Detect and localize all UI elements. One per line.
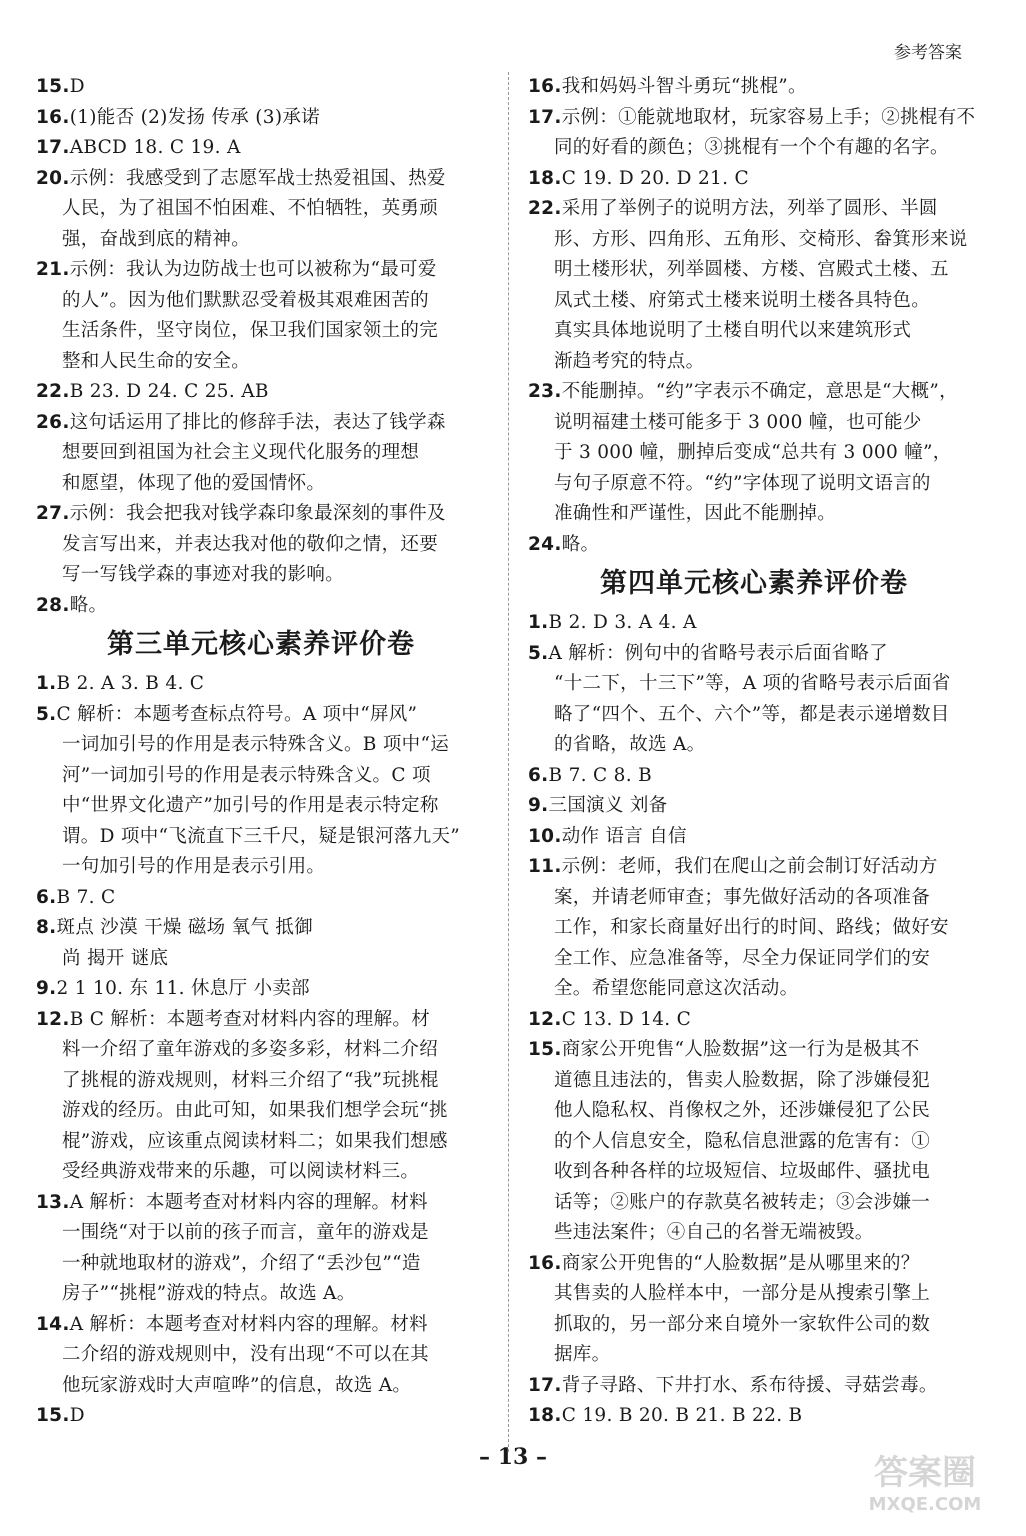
answer-line — [36, 974, 486, 1005]
answer-line — [528, 286, 980, 317]
answer-text: 据库。 — [554, 1344, 611, 1365]
answer-line — [36, 1340, 486, 1371]
left-block-1 — [36, 72, 486, 621]
answer-line — [36, 822, 486, 853]
answer-line — [36, 133, 486, 164]
answer-line — [528, 1127, 980, 1158]
answer-line — [36, 1096, 486, 1127]
answer-number: 9. — [36, 978, 57, 999]
answer-number: 28. — [36, 594, 70, 616]
answer-line — [36, 164, 486, 195]
answer-text: 和愿望，体现了他的爱国情怀。 — [62, 472, 326, 494]
answer-line — [36, 883, 486, 914]
answer-number: 22. — [36, 381, 70, 402]
answer-number: 12. — [36, 1008, 70, 1030]
header-title: 参考答案 — [894, 43, 962, 63]
answer-line — [36, 1005, 486, 1036]
answer-text: C 19. D 20. D 21. C — [561, 167, 749, 189]
answer-line — [528, 408, 980, 439]
answer-line — [528, 1401, 980, 1432]
answer-text: B 7. C — [56, 886, 116, 908]
answer-line — [528, 225, 980, 256]
answer-number: 6. — [528, 764, 549, 786]
answer-line — [528, 1249, 980, 1280]
answer-item — [36, 669, 486, 700]
answer-line — [528, 438, 980, 469]
answer-item — [528, 72, 980, 103]
answer-line — [528, 791, 980, 822]
answer-line — [36, 316, 486, 347]
answer-line — [36, 913, 486, 944]
answer-line — [36, 469, 486, 500]
answer-item — [36, 591, 486, 622]
answer-item — [36, 72, 486, 103]
answer-line — [528, 974, 980, 1005]
answer-text: 中“世界文化遗产”加引号的作用是表示特定称 — [62, 795, 439, 816]
answer-line — [528, 822, 980, 853]
answer-number: 1. — [528, 612, 549, 633]
answer-line — [528, 194, 980, 225]
answer-item — [36, 377, 486, 408]
answer-line — [528, 103, 980, 134]
unit4-heading: 第四单元核心素养评价卷 — [600, 568, 908, 599]
answer-line — [36, 1157, 486, 1188]
answer-text: B C 解析：本题考查对材料内容的理解。材 — [69, 1008, 431, 1030]
answer-text: B 7. C 8. B — [548, 764, 652, 786]
left-block-2 — [36, 669, 486, 1432]
answer-line — [36, 1218, 486, 1249]
answer-line — [36, 560, 486, 591]
watermark-logo — [850, 1444, 1000, 1518]
answer-text: 一词加引号的作用是表示特殊含义。B 项中“运 — [62, 734, 450, 755]
answer-text: 想要回到祖国为社会主义现代化服务的理想 — [62, 442, 420, 463]
answer-line — [528, 730, 980, 761]
answer-number: 23. — [528, 381, 562, 402]
answer-line — [36, 700, 486, 731]
answer-number: 16. — [36, 106, 70, 128]
answer-number: 13. — [36, 1191, 70, 1213]
answer-line — [528, 1005, 980, 1036]
answer-text: 收到各种各样的垃圾短信、垃圾邮件、骚扰电 — [554, 1161, 931, 1182]
answer-line — [528, 133, 980, 164]
answer-line — [36, 530, 486, 561]
answer-text: 二介绍的游戏规则中，没有出现“不可以在其 — [62, 1344, 429, 1365]
answer-text: 明土楼形状，列举圆楼、方楼、宫殿式土楼、五 — [554, 259, 949, 280]
answer-number: 27. — [36, 503, 70, 524]
answer-text: A 解析：本题考查对材料内容的理解。材料 — [69, 1313, 428, 1335]
answer-line — [36, 438, 486, 469]
answer-line — [36, 669, 486, 700]
answer-text: 动作 语言 自信 — [561, 825, 687, 847]
answer-number: 18. — [528, 167, 562, 189]
answer-line — [36, 286, 486, 317]
answer-line — [36, 1127, 486, 1158]
answer-line — [36, 1310, 486, 1341]
answer-line — [528, 761, 980, 792]
answer-line — [528, 1310, 980, 1341]
answer-text: 于 3 000 幢，删掉后变成“总共有 3 000 幢”， — [554, 442, 952, 463]
answer-item — [528, 530, 980, 561]
answer-number: 16. — [528, 1252, 562, 1274]
answer-text: 的个人信息安全，隐私信息泄露的危害有：① — [554, 1130, 931, 1152]
answer-text: 同的好看的颜色；③挑棍有一个个有趣的名字。 — [554, 137, 949, 158]
answer-text: 一句加引号的作用是表示引用。 — [62, 856, 326, 877]
answer-text: 料一介绍了童年游戏的多姿多彩，材料二介绍 — [62, 1039, 439, 1060]
answer-text: 商家公开兜售“人脸数据”这一行为是极其不 — [561, 1039, 920, 1060]
answer-text: 三国演义 刘备 — [548, 795, 668, 816]
answer-line — [528, 347, 980, 378]
watermark-text: 答案圈 — [874, 1453, 976, 1493]
answer-text: 河”一词加引号的作用是表示特殊含义。C 项 — [62, 764, 431, 786]
answer-item — [36, 883, 486, 914]
answer-line — [528, 700, 980, 731]
answer-line — [528, 1340, 980, 1371]
answer-item — [528, 377, 980, 530]
answer-number: 9. — [528, 795, 549, 816]
answer-line — [528, 1218, 980, 1249]
column-divider — [508, 72, 509, 1452]
answer-text: C 解析：本题考查标点符号。A 项中“屏风” — [56, 703, 418, 725]
answer-item — [528, 791, 980, 822]
answer-item — [36, 164, 486, 256]
right-column — [528, 72, 980, 1432]
answer-item — [36, 499, 486, 591]
answer-number: 18. — [528, 1405, 562, 1426]
answer-item — [528, 194, 980, 377]
answer-line — [528, 1279, 980, 1310]
answer-item — [36, 408, 486, 500]
answer-line — [528, 944, 980, 975]
answer-line — [528, 1096, 980, 1127]
answer-text: B 2. A 3. B 4. C — [56, 673, 205, 694]
answer-line — [36, 1249, 486, 1280]
page-number: – 13 – — [479, 1444, 547, 1470]
answer-text: A 解析：本题考查对材料内容的理解。材料 — [69, 1191, 428, 1213]
answer-line — [528, 1035, 980, 1066]
answer-line — [528, 530, 980, 561]
answer-number: 16. — [528, 76, 562, 97]
answer-text: 他人隐私权、肖像权之外，还涉嫌侵犯了公民 — [554, 1100, 931, 1121]
answer-number: 10. — [528, 825, 562, 847]
answer-item — [36, 1005, 486, 1188]
answer-item — [528, 608, 980, 639]
answer-text: 略了“四个、五个、六个”等，都是表示递增数目 — [554, 703, 950, 725]
answer-text: C 19. B 20. B 21. B 22. B — [561, 1405, 803, 1426]
answer-item — [528, 822, 980, 853]
answer-text: 斑点 沙漠 干燥 磁场 氧气 抵御 — [56, 917, 314, 938]
answer-text: 人民，为了祖国不怕困难、不怕牺牲，英勇顽 — [62, 198, 439, 219]
answer-item — [36, 974, 486, 1005]
answer-text: ABCD 18. C 19. A — [69, 137, 241, 158]
answer-item — [36, 1401, 486, 1432]
answer-text: 尚 揭开 谜底 — [62, 947, 169, 969]
answer-item — [36, 255, 486, 377]
answer-line — [36, 791, 486, 822]
answer-line — [528, 883, 980, 914]
answer-text: 准确性和严谨性，因此不能删掉。 — [554, 503, 837, 524]
answer-item — [36, 133, 486, 164]
answer-text: A 解析：例句中的省略号表示后面省略了 — [548, 642, 888, 664]
answer-text: 写一写钱学森的事迹对我的影响。 — [62, 564, 345, 585]
answer-text: 话等；②账户的存款莫名被转走；③会涉嫌一 — [554, 1191, 931, 1213]
answer-line — [528, 1188, 980, 1219]
answer-text: 不能删掉。“约”字表示不确定，意思是“大概”， — [561, 381, 958, 402]
answer-number: 12. — [528, 1008, 562, 1030]
answer-line — [528, 499, 980, 530]
answer-text: 这句话运用了排比的修辞手法，表达了钱学森 — [69, 411, 446, 433]
answer-text: 采用了举例子的说明方法，列举了圆形、半圆 — [561, 198, 938, 219]
answer-text: C 13. D 14. C — [561, 1008, 692, 1030]
answer-text: 略。 — [561, 533, 600, 555]
answer-number: 15. — [36, 1405, 70, 1426]
answer-line — [36, 761, 486, 792]
answer-text: 谓。D 项中“飞流直下三千尺，疑是银河落九天” — [62, 825, 461, 847]
answer-number: 5. — [528, 642, 549, 664]
right-block-1 — [528, 72, 980, 560]
answer-line — [528, 852, 980, 883]
answer-line — [528, 1066, 980, 1097]
answer-text: D — [69, 76, 85, 97]
answer-text: 示例：①能就地取材，玩家容易上手；②挑棍有不 — [561, 106, 976, 128]
answer-line — [36, 499, 486, 530]
answer-text: 说明福建土楼可能多于 3 000 幢，也可能少 — [554, 411, 922, 433]
answer-line — [36, 1066, 486, 1097]
watermark-url: MXQE.COM — [868, 1494, 982, 1515]
answer-line — [36, 225, 486, 256]
answer-text: 渐趋考究的特点。 — [554, 350, 705, 372]
answer-text: 2 1 10. 东 11. 休息厅 小卖部 — [56, 978, 310, 999]
answer-line — [528, 608, 980, 639]
answer-line — [36, 1188, 486, 1219]
answer-number: 17. — [36, 137, 70, 158]
answer-text: B 23. D 24. C 25. AB — [69, 381, 269, 402]
answer-number: 17. — [528, 1374, 562, 1396]
answer-item — [36, 1188, 486, 1310]
answer-text: 其售卖的人脸样本中，一部分是从搜索引擎上 — [554, 1283, 931, 1304]
answer-text: 游戏的经历。由此可知，如果我们想学会玩“挑 — [62, 1100, 448, 1121]
answer-item — [36, 103, 486, 134]
answer-line — [528, 1371, 980, 1402]
answer-number: 24. — [528, 533, 562, 555]
answer-item — [528, 164, 980, 195]
answer-text: 凤式土楼、府第式土楼来说明土楼各具特色。 — [554, 289, 931, 311]
answer-line — [36, 1401, 486, 1432]
answer-text: 示例：我认为边防战士也可以被称为“最可爱 — [69, 259, 437, 280]
answer-text: 真实具体地说明了土楼自明代以来建筑形式 — [554, 320, 912, 341]
answer-text: D — [69, 1405, 85, 1426]
answer-line — [36, 1371, 486, 1402]
answer-text: 一种就地取材的游戏”，介绍了“丢沙包”“造 — [62, 1252, 421, 1274]
answer-text: 了挑棍的游戏规则，材料三介绍了“我”玩挑棍 — [62, 1069, 439, 1091]
answer-text: 商家公开兜售的“人脸数据”是从哪里来的？ — [561, 1252, 920, 1274]
answer-text: (1)能否 (2)发扬 传承 (3)承诺 — [69, 106, 320, 128]
answer-line — [528, 669, 980, 700]
answer-line — [36, 347, 486, 378]
answer-line — [36, 1279, 486, 1310]
answer-text: 道德且违法的，售卖人脸数据，除了涉嫌侵犯 — [554, 1069, 931, 1091]
answer-item — [36, 1310, 486, 1402]
answer-line — [36, 72, 486, 103]
answer-number: 5. — [36, 703, 57, 725]
answer-line — [528, 1157, 980, 1188]
answer-number: 22. — [528, 198, 562, 219]
answer-item — [36, 700, 486, 883]
answer-line — [528, 639, 980, 670]
answer-text: 些违法案件；④自己的名誉无端被毁。 — [554, 1222, 874, 1243]
answer-line — [36, 591, 486, 622]
answer-line — [528, 316, 980, 347]
answer-text: B 2. D 3. A 4. A — [548, 612, 697, 633]
answer-text: 的省略，故选 A。 — [554, 734, 706, 755]
answer-text: 我和妈妈斗智斗勇玩“挑棍”。 — [561, 76, 807, 97]
answer-number: 8. — [36, 917, 57, 938]
answer-number: 15. — [36, 76, 70, 97]
answer-line — [36, 377, 486, 408]
answer-item — [528, 103, 980, 164]
answer-number: 26. — [36, 411, 70, 433]
left-column — [36, 72, 486, 1432]
answer-item — [528, 1249, 980, 1371]
answer-text: 背子寻路、下井打水、系布待援、寻菇尝毒。 — [561, 1374, 938, 1396]
answer-line — [528, 164, 980, 195]
answer-line — [36, 194, 486, 225]
answer-number: 17. — [528, 106, 562, 128]
answer-text: 工作，和家长商量好出行的时间、路线；做好安 — [554, 917, 949, 938]
answer-number: 11. — [528, 856, 562, 877]
answer-text: 棍”游戏，应该重点阅读材料二；如果我们想感 — [62, 1130, 448, 1152]
answer-text: 房子”“挑棍”游戏的特点。故选 A。 — [62, 1283, 356, 1304]
answer-line — [36, 103, 486, 134]
answer-text: “十二下，十三下”等，A 项的省略号表示后面省 — [554, 673, 951, 694]
answer-text: 形、方形、四角形、五角形、交椅形、畚箕形来说 — [554, 228, 968, 250]
answer-line — [36, 255, 486, 286]
answer-number: 6. — [36, 886, 57, 908]
answer-line — [36, 852, 486, 883]
answer-text: 全工作、应急准备等，尽全力保证同学们的安 — [554, 947, 931, 969]
answer-text: 他玩家游戏时大声喧哗”的信息，故选 A。 — [62, 1374, 412, 1396]
answer-line — [36, 944, 486, 975]
answer-line — [36, 730, 486, 761]
answer-text: 受经典游戏带来的乐趣，可以阅读材料三。 — [62, 1161, 420, 1182]
answer-text: 示例：我会把我对钱学森印象最深刻的事件及 — [69, 503, 446, 524]
answer-number: 14. — [36, 1313, 70, 1335]
answer-line — [528, 469, 980, 500]
answer-line — [528, 72, 980, 103]
answer-line — [528, 255, 980, 286]
answer-text: 强，奋战到底的精神。 — [62, 228, 251, 250]
answer-text: 的人”。因为他们默默忍受着极其艰难困苦的 — [62, 289, 429, 311]
answer-line — [528, 913, 980, 944]
answer-line — [36, 1035, 486, 1066]
answer-item — [528, 852, 980, 1005]
answer-line — [36, 408, 486, 439]
answer-item — [528, 1401, 980, 1432]
answer-number: 20. — [36, 167, 70, 189]
answer-number: 15. — [528, 1039, 562, 1060]
answer-item — [528, 1005, 980, 1036]
answer-item — [528, 639, 980, 761]
answer-number: 21. — [36, 259, 70, 280]
answer-item — [528, 761, 980, 792]
answer-text: 全。希望您能同意这次活动。 — [554, 978, 799, 999]
answer-line — [528, 377, 980, 408]
unit3-heading: 第三单元核心素养评价卷 — [107, 629, 415, 660]
answer-text: 与句子原意不符。“约”字体现了说明文语言的 — [554, 472, 931, 494]
answer-item — [528, 1035, 980, 1249]
answer-text: 略。 — [69, 594, 108, 616]
answer-number: 1. — [36, 673, 57, 694]
answer-text: 生活条件，坚守岗位，保卫我们国家领土的完 — [62, 320, 439, 341]
answer-text: 案，并请老师审查；事先做好活动的各项准备 — [554, 886, 931, 908]
right-block-2 — [528, 608, 980, 1432]
answer-text: 示例：老师，我们在爬山之前会制订好活动方 — [561, 856, 938, 877]
answer-item — [528, 1371, 980, 1402]
answer-item — [36, 913, 486, 974]
answer-text: 示例：我感受到了志愿军战士热爱祖国、热爱 — [69, 167, 446, 189]
answer-text: 整和人民生命的安全。 — [62, 350, 251, 372]
answer-text: 发言写出来，并表达我对他的敬仰之情，还要 — [62, 533, 439, 555]
answer-text: 一围绕“对于以前的孩子而言，童年的游戏是 — [62, 1222, 429, 1243]
answer-text: 抓取的，另一部分来自境外一家软件公司的数 — [554, 1313, 931, 1335]
